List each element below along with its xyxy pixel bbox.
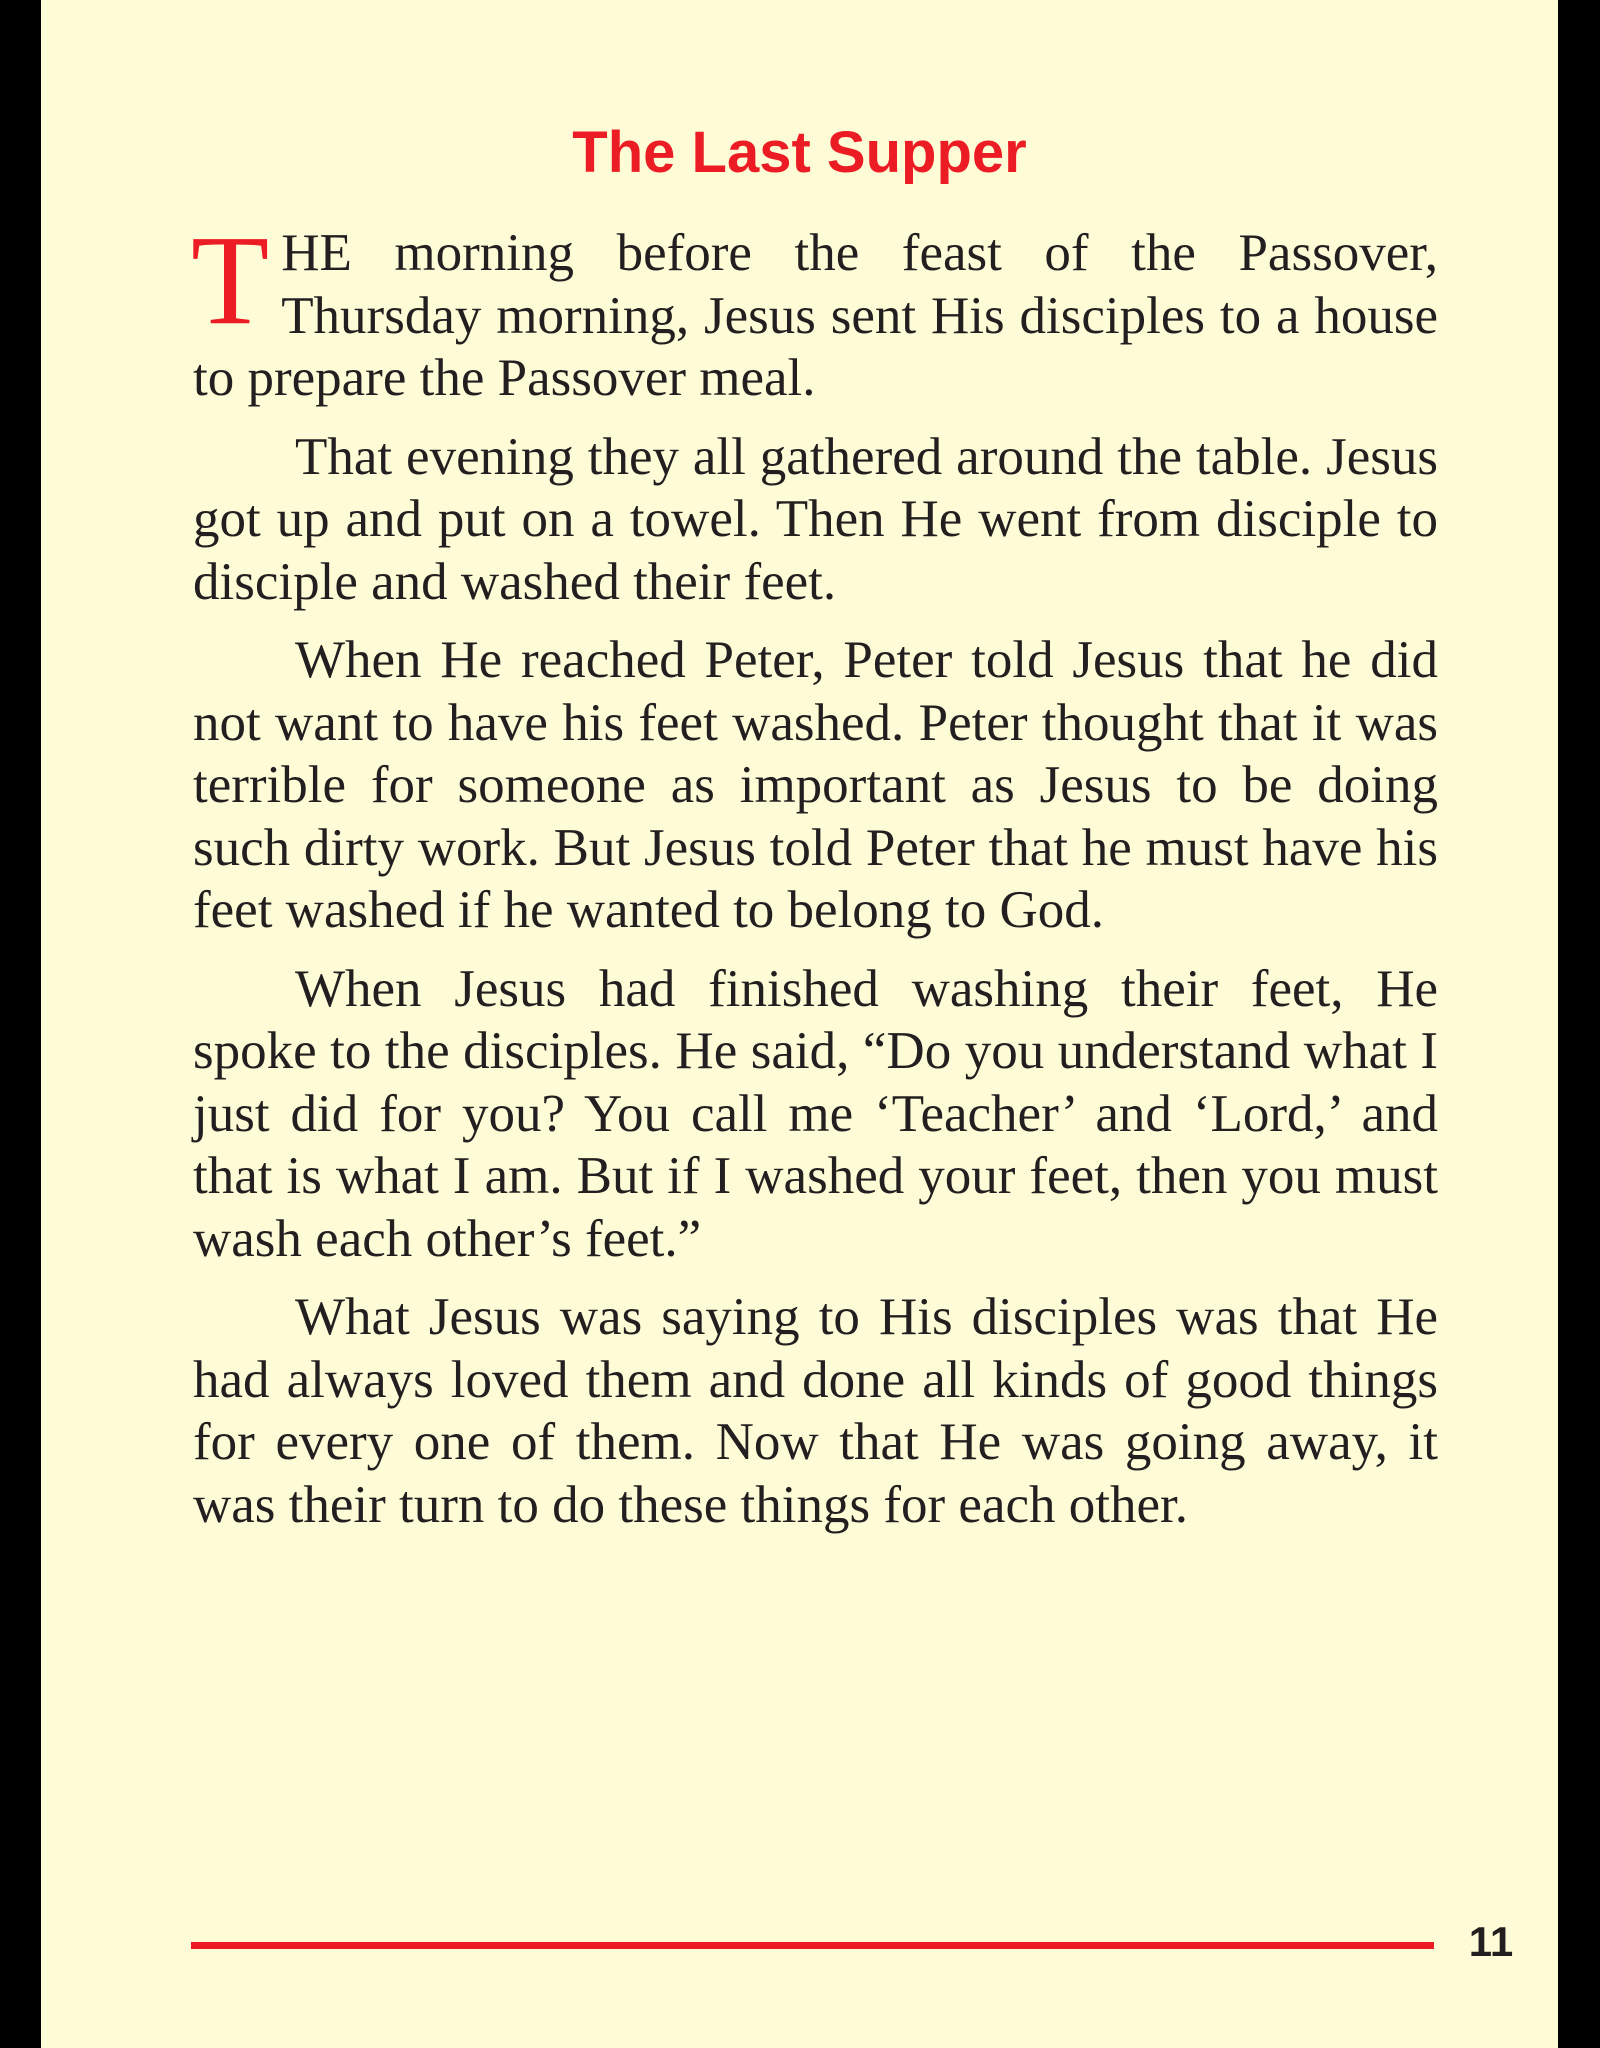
footer-rule (191, 1942, 1434, 1949)
paragraph-1 (191, 209, 1438, 410)
book-page (41, 0, 1558, 2048)
story-text (191, 209, 1438, 1552)
paragraph-2: That evening they all gathered around the table. Jesus got up and put on a towel. Then He went from disciple to disciple and washed their feet. (193, 427, 1438, 611)
paragraph-1-text: HE morning before the feast of the Passover, Thursday morning, Jesus sent His disciples to a house to prepare the Passover meal. (193, 224, 1438, 407)
paragraph-3: When He reached Peter, Peter told Jesus that he did not want to have his feet washed. Peter thought that it was terrible for someone as important as Jesus to be doing such dirty work. But Jesus told Peter that he must have his feet washed if he wanted to belong to God. (193, 631, 1438, 939)
page-number: 11 (1468, 1918, 1514, 1965)
paragraph-5: What Jesus was saying to His disciples was that He had always loved them and done all kinds of good things for every one of them. Now that He was going away, it was their turn to do these things for each other. (193, 1288, 1438, 1534)
drop-cap: T (191, 209, 270, 351)
page-title: The Last Supper (572, 120, 1027, 185)
paragraph-4: When Jesus had finished washing their feet, He spoke to the disciples. He said, “Do you understand what I just did for you? You call me ‘Teacher’ and ‘Lord,’ and that is what I am. But if I washed your feet, then you must wash each other’s feet.” (193, 959, 1438, 1268)
